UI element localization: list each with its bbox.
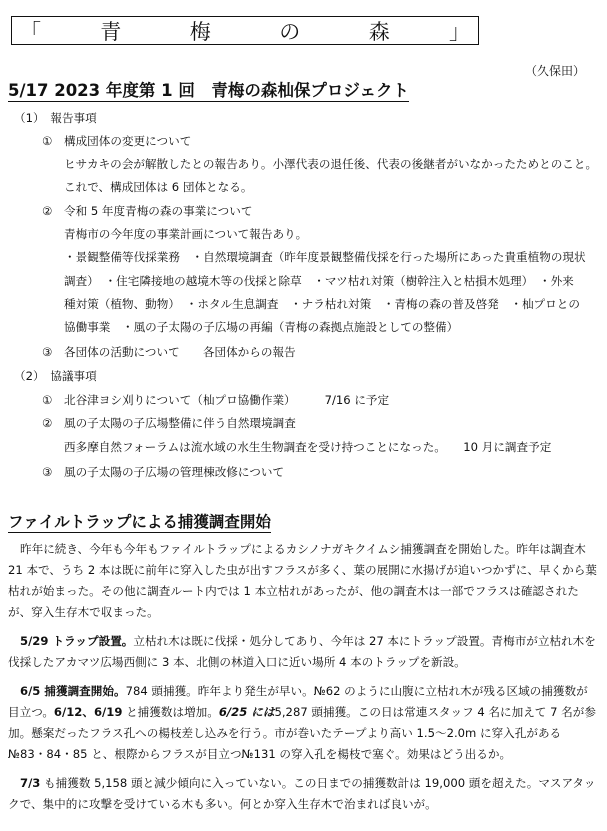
minutes-line: ③ 風の子太陽の子広場の管理棟改修について xyxy=(42,465,285,479)
minutes-line: ③ 各団体の活動について 各団体からの報告 xyxy=(42,345,296,359)
minutes-line: 調査） ・住宅隣接地の越境木等の伐採と除草 ・マツ枯れ対策（樹幹注入と枯損木処理） ・外来 xyxy=(64,274,574,288)
minutes-line: ② 風の子太陽の子広場整備に伴う自然環境調査 xyxy=(42,416,296,430)
paragraph-text: も捕獲数 5,158 頭と減少傾向に入っていない。この日までの捕獲数計は 19,000 頭を超えた。マスアタックで、集中的に攻撃を受けている木も多い。何とか穿入生存木で治まれば良いが。 xyxy=(8,776,596,811)
minutes-line: これで、構成団体は 6 団体となる。 xyxy=(64,180,253,194)
minutes-line: ヒサカキの会が解散したとの報告あり。小澤代表の退任後、代表の後継者がいなかったためとのこと。 xyxy=(64,157,598,171)
section-body xyxy=(8,539,599,815)
minutes-line: ② 令和 5 年度青梅の森の事業について xyxy=(42,204,253,218)
paragraph xyxy=(8,681,599,765)
minutes-line: 協働事業 ・風の子太陽の子広場の再編（青梅の森拠点施設としての整備） xyxy=(64,320,459,334)
title-close-bracket: 」 xyxy=(449,19,470,44)
document-title-box xyxy=(11,16,479,45)
title-char: 森 xyxy=(368,19,390,44)
minutes-line: （2） 協議事項 xyxy=(14,369,97,383)
minutes-line: （1） 報告事項 xyxy=(14,111,97,125)
minutes-line: 種対策（植物、動物） ・ホタル生息調査 ・ナラ枯れ対策 ・青梅の森の普及啓発 ・杣プロとの xyxy=(64,297,580,311)
title-char: 梅 xyxy=(189,19,211,44)
paragraph-text: 立枯れ木は既に伐採・処分してあり、今年は 27 本にトラップ設置。青梅市が立枯れ木を伐採したアカマツ広場西側に 3 本、北側の林道入口に近い場所 4 本のトラップを新設。 xyxy=(8,634,596,669)
date-label: 6/12、6/19 xyxy=(53,705,123,719)
section-title: ファイルトラップによる捕獲調査開始 xyxy=(8,513,271,531)
paragraph xyxy=(8,631,599,673)
paragraph xyxy=(8,773,599,815)
date-label: 5/29 トラップ設置。 xyxy=(20,634,134,648)
paragraph-text: 784 頭捕獲。昨年より発生が早い。№62 のように山腹に立枯れ木が残る区域の捕獲数が目立つ。 xyxy=(8,684,588,719)
paragraph: 昨年に続き、今年も今年もファイルトラップによるカシノナガキクイムシ捕獲調査を開始した。昨年は調査木 21 本で、うち 2 本は既に前年に穿入した虫が出すフラスが多く、葉の展開に水揚げが追いつかずに、早くから葉枯れが始まった。その他に調査ルート内では 1 本立枯れがあったが、他の調査木は一部でフラスは確認されたが、穿入生存木で収まった。 xyxy=(8,542,597,619)
date-label: 6/5 捕獲調査開始。 xyxy=(20,684,126,698)
title-char: の xyxy=(279,19,301,44)
paragraph-text: 5,287 頭捕獲。この日は常連スタッフ 4 名に加えて 7 名が参加。懸案だったフラス孔への楊枝差し込みを行う。市が巻いたテープより高い 1.5～2.0m に穿入孔がある№83・84・85 と、根際からフラスが目立つ№131 の穿入孔を楊枝で塞ぐ。効果はどう出るか。 xyxy=(8,705,596,761)
author-name: （久保田） xyxy=(524,64,585,78)
minutes-line: ・景観整備等伐採業務 ・自然環境調査（昨年度景観整備伐採を行った場所にあった貴重植物の現状 xyxy=(64,250,586,264)
minutes-line: 西多摩自然フォーラムは流水域の水生生物調査を受け持つことになった。 10 月に調査予定 xyxy=(64,440,552,454)
meeting-title: 5/17 2023 年度第 1 回 青梅の森杣保プロジェクト xyxy=(8,81,410,100)
minutes-line: ① 北谷津ヨシ刈りについて（杣プロ協働作業） 7/16 に予定 xyxy=(42,393,390,407)
date-label: 6/25 には xyxy=(218,705,275,719)
paragraph-text: と捕獲数は増加。 xyxy=(122,705,219,719)
minutes-line: ① 構成団体の変更について xyxy=(42,134,192,148)
title-char: 青 xyxy=(100,19,122,44)
minutes-line: 青梅市の今年度の事業計画について報告あり。 xyxy=(64,227,308,241)
title-open-bracket: 「 xyxy=(20,19,41,44)
date-label: 7/3 xyxy=(20,776,41,790)
document-title xyxy=(41,16,449,46)
